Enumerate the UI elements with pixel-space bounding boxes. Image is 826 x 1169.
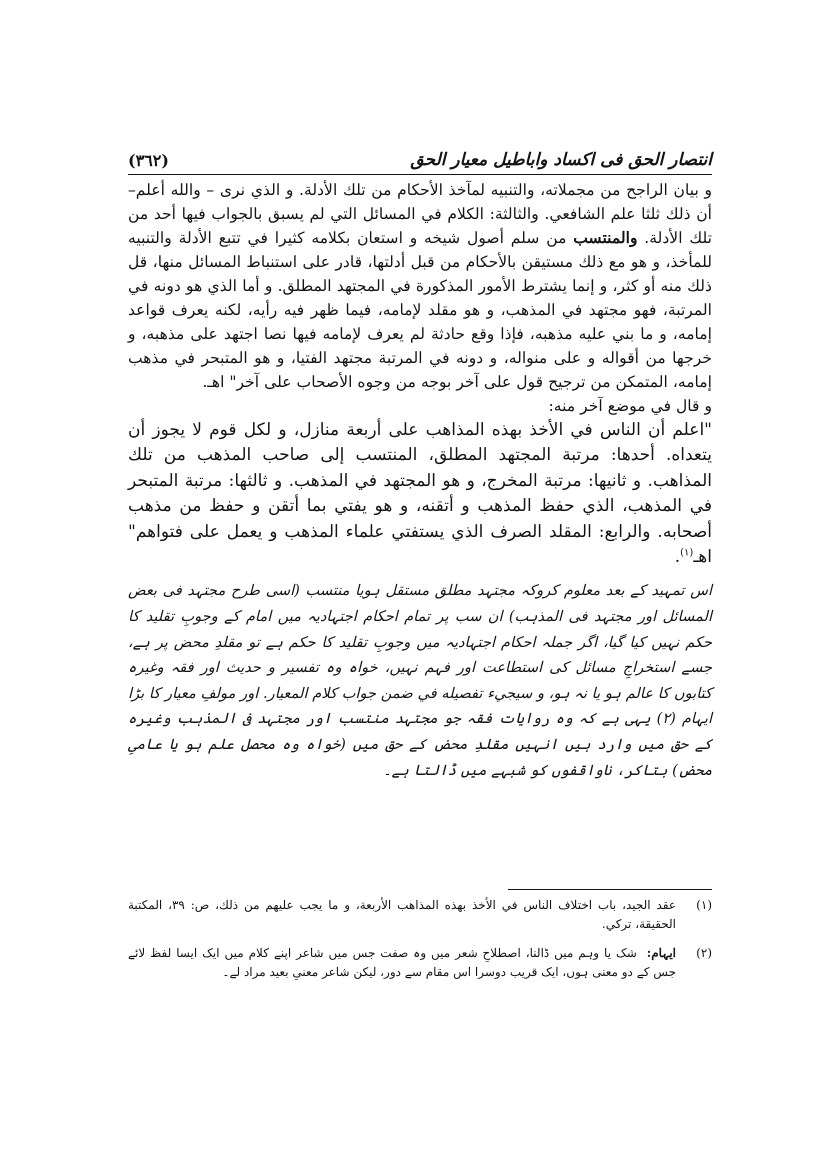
footnote-divider	[508, 889, 712, 890]
footnote-number: (٢)	[696, 946, 712, 960]
page-number: (٣٦٢)	[128, 151, 169, 170]
running-header	[128, 134, 712, 170]
main-text	[128, 178, 712, 783]
arabic-paragraph	[128, 178, 712, 394]
urdu-text-before-ref: اس تمہید کے بعد معلوم کروکہ مجتہد مطلق مستقل ہویا منتسب (اسی طرح مجتہد فی بعض المسائل اور مجتہد فی المذہب) ان سب پر تمام احکام اجتہادیہ میں امام کے وجوبِ تقلید کا حکم نہیں کیا گیا، اگر جملہ احکام اجتہادیہ میں وجوبِ تقلید کا حکم ہے تو مقلدِ محض پر ہے، جسے استخراجِ مسائل کی استطاعت اور فہم نہیں، خواہ وہ تفسیر و حدیث اور فقہ وغیرہ کتابوں کا عالم ہو یا نہ ہو، و سيجيء تفصيله في ضمن جواب كلام المعيار. اور مولفِ معیار کا بڑا ایہام	[128, 582, 712, 728]
arabic-text-after-keyword: من سلم أصول شيخه و استعان بكلامه كثيرا في تتبع الأدلة والتنبيه للمأخذ، و هو مع ذلك مستيقن بالأحكام من قبل أدلتها، قادر على استنباط المسائل منها، قل ذلك منه أو كثر، و إنما يشترط الأمور المذكورة في المجتهد المطلق. و أما الذي هو دونه في المرتبة، فهو مجتهد في المذهب، و هو مقلد لإمامه، فيما ظهر فيه رأيه، لكنه يعرف قواعد إمامه، و ما بني عليه مذهبه، فإذا وقع حادثة لم يعرف لإمامه فيها نصا اجتهد على مذهبه، و خرجها من أقواله و على منواله، و دونه في المرتبة مجتهد الفتيا، و هو المتبحر في مذهب إمامه، المتمكن من ترجيح قول على آخر بوجه من وجوه الأصحاب على آخر" اهـ.	[128, 229, 712, 391]
footnote-text: عقد الجيد، باب اختلاف الناس في الأخذ بهذه المذاهب الأربعة، و ما يجب عليهم من ذلك، ص: ٣٩، المكتبة الحقيقة، تركي.	[128, 898, 677, 931]
arabic-text-before-keyword: و بيان الراجح من مجملاته، والتنبيه لمآخذ الأحكام من تلك الأدلة. و الذي نرى – والله أعلم– أن ذلك ثلثا علم الشافعي. والثالثة: الكلام في المسائل التي لم يسبق بالجواب فيها أحد من تلك الأدلة.	[128, 181, 712, 247]
book-title: انتصار الحق فی اکساد واباطیل معیار الحق	[410, 150, 712, 170]
footnote-number: (١)	[696, 898, 712, 912]
quote-intro: و قال في موضع آخر منه:	[548, 397, 712, 415]
quote-text: "اعلم أن الناس في الأخذ بهذه المذاهب على أربعة منازل، و لكل قوم لا يجوز أن يتعداه. أحدها: مرتبة المجتهد المطلق، المنتسب إلى صاحب المذهب من تلك المذاهب. و ثانيها: مرتبة المخرج، و هو المجتهد في المذهب. و ثالثها: مرتبة المتبحر في المذهب، الذي حفظ المذهب و أتقنه، و هو يفتي بما أتقن و حفظ من مذهب أصحابه. والرابع: المقلد الصرف الذي يستفتي علماء المذهب و يعمل على فتواهم" اهـ	[128, 420, 712, 568]
footnote-text: شک یا وہم میں ڈالنا، اصطلاحِ شعر میں وہ صفت جس میں شاعر اپنے کلام میں ایک ایسا لفظ لائے جس کے دو معنی ہوں، ایک قریب دوسرا اس مقام سے دور، لیکن شاعر معنیِ بعید مراد لے۔	[128, 946, 676, 979]
footnote-text-container	[128, 944, 676, 982]
header-divider	[128, 174, 712, 175]
footnotes	[128, 896, 712, 992]
footnote-1	[128, 896, 712, 934]
footnote-ref-2[interactable]: (٢)	[656, 710, 676, 728]
arabic-quote: "اعلم أن الناس في الأخذ بهذه المذاهب على أربعة منازل، و لكل قوم لا يجوز أن يتعداه. أحدها: مرتبة المجتهد المطلق، المنتسب إلى صاحب المذهب من تلك المذاهب. و ثانيها: مرتبة المخرج، و هو المجتهد في المذهب. و ثالثها: مرتبة المتبحر في المذهب، الذي حفظ المذهب و أتقنه، و هو يفتي بما أتقن و حفظ من مذهب أصحابه. والرابع: المقلد الصرف الذي يستفتي علماء المذهب و يعمل على فتواهم" اهـ$^{(١)}$.	[128, 420, 712, 568]
urdu-paragraph	[128, 578, 712, 783]
footnote-ref-1[interactable]: (١)	[680, 547, 694, 559]
footnote-2	[128, 944, 712, 982]
urdu-text-after-ref: یہی ہے کہ وہ روایات فقہ جو مجتہد منتسب اور مجتہد فی المذہب وغیرہ کے حق میں وارد ہیں انہیں مقلدِ محض کے حق میں (خواہ وہ محصل علم ہو یا عامیِ محض) بتاکر، ناواقفوں کو شبہے میں ڈالتا ہے۔	[128, 710, 712, 779]
keyword-muntasib: والمنتسب	[573, 228, 638, 247]
footnote-term: ایہام:	[646, 946, 676, 960]
